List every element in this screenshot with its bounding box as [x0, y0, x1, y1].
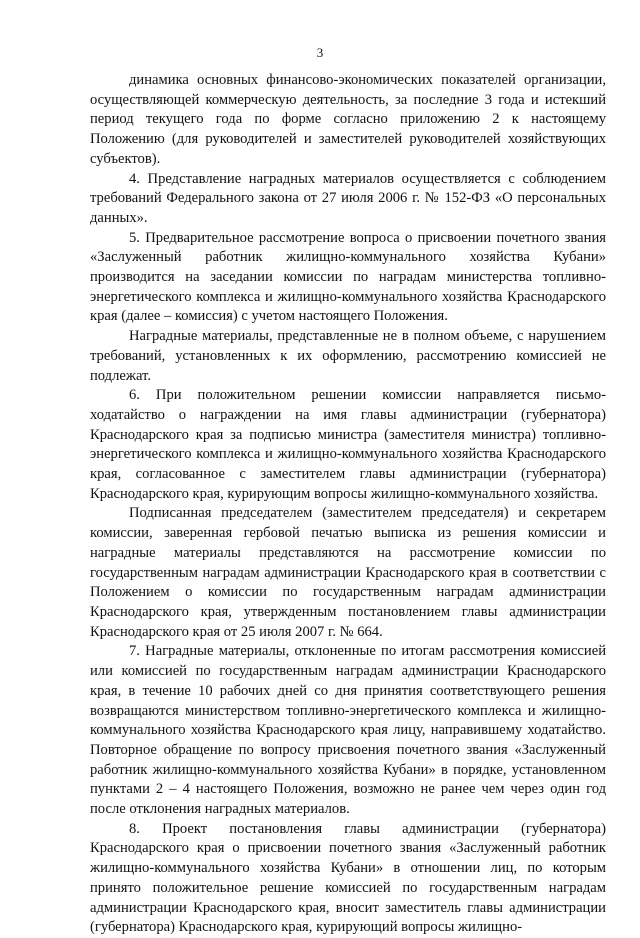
paragraph-item-6: 6. При положительном решении комиссии направляется письмо-ходатайство о награждении на имя главы администрации (губернатора) Краснодарского края за подписью министра (заместителя министра) топливно-энергетического комплекса и жилищно-коммунального хозяйства Краснодарского края, согласованное с заместителем главы администрации (губернатора) Краснодарского края, курирующим вопросы жилищно-коммунального хозяйства. [90, 387, 606, 502]
paragraph-item-5: 5. Предварительное рассмотрение вопроса о присвоении почетного звания «Заслуженный работник жилищно-коммунального хозяйства Кубани» производится на заседании комиссии по наградам министерства топливно-энергетического комплекса и жилищно-коммунального хозяйства Краснодарского края (далее – комиссия) с учетом настоящего Положения. [90, 229, 606, 325]
page-number: 3 [316, 45, 324, 60]
paragraph-signed-extract: Подписанная председателем (заместителем председателя) и секретарем комиссии, заверенная гербовой печатью выписка из решения комиссии и наградные материалы представляются на рассмотрение комиссии по государственным наградам администрации Краснодарского края в соответствии с Положением о комиссии по государственным наградам администрации Краснодарского края, утвержденным постановлением главы администрации Краснодарского края от 25 июля 2007 г. № 664. [90, 505, 606, 640]
paragraph-item-4: 4. Представление наградных материалов осуществляется с соблюдением требований Федерального закона от 27 июля 2006 г. № 152-ФЗ «О персональных данных». [90, 170, 606, 226]
document-body [90, 71, 606, 938]
paragraph-item-8: 8. Проект постановления главы администрации (губернатора) Краснодарского края о присвоении почетного звания «Заслуженный работник жилищно-коммунального хозяйства Кубани» в отношении лиц, по которым принято положительное решение комиссией по государственным наградам администрации Краснодарского края, вносит заместитель главы администрации (губернатора) Краснодарского края, курирующий вопросы жилищно- [90, 820, 606, 936]
paragraph-incomplete-materials: Наградные материалы, представленные не в полном объеме, с нарушением требований, установленных к их оформлению, рассмотрению комиссией не подлежат. [90, 328, 606, 384]
paragraph-item-7: 7. Наградные материалы, отклоненные по итогам рассмотрения комиссией или комиссией по государственным наградам администрации Краснодарского края, в течение 10 рабочих дней со дня принятия соответствующего решения возвращаются министерством топливно-энергетического комплекса и жилищно-коммунального хозяйства Краснодарского края лицу, направившему ходатайство. Повторное обращение по вопросу присвоения почетного звания «Заслуженный работник жилищно-коммунального хозяйства Кубани» в порядке, установленном пунктами 2 – 4 настоящего Положения, возможно не ранее чем через один год после отклонения наградных материалов. [90, 643, 606, 818]
paragraph-continuation: динамика основных финансово-экономических показателей организации, осуществляющей коммерческую деятельность, за последние 3 года и истекший период текущего года по форме согласно приложению 2 к настоящему Положению (для руководителей и заместителей руководителей хозяйствующих субъектов). [90, 72, 606, 167]
